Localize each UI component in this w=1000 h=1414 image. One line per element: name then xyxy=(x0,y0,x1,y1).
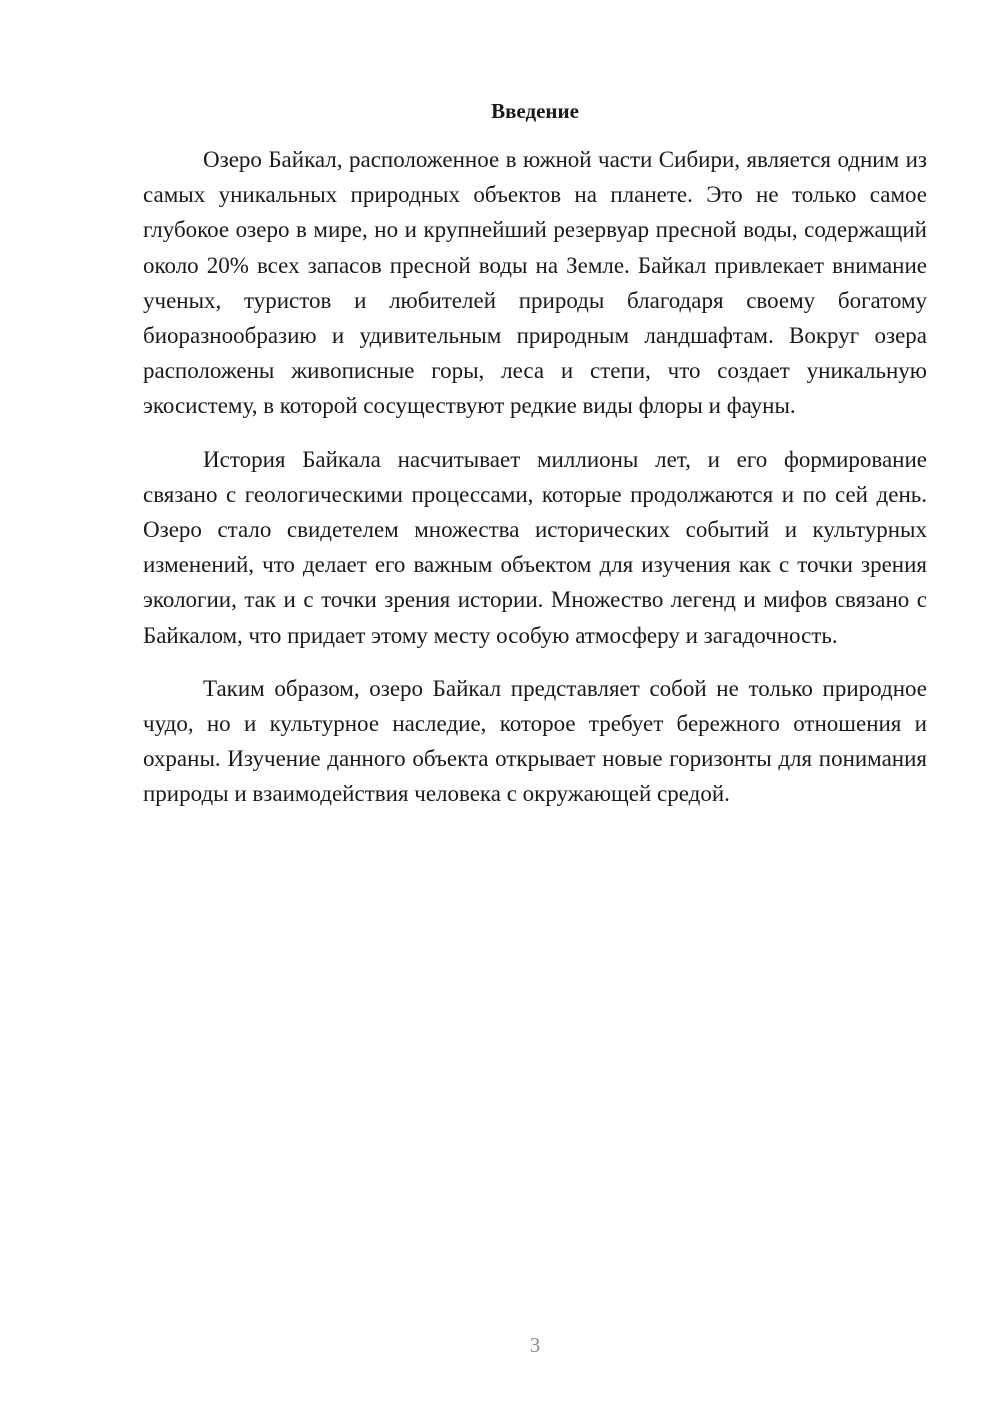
paragraph-1: Озеро Байкал, расположенное в южной части Сибири, является одним из самых уникальных природных объектов на планете. Это не только самое глубокое озеро в мире, но и крупнейший резервуар пресной воды, содержащий около 20% всех запасов пресной воды на Земле. Байкал привлекает внимание ученых, туристов и любителей природы благодаря своему богатому биоразнообразию и удивительным природным ландшафтам. Вокруг озера расположены живописные горы, леса и степи, что создает уникальную экосистему, в которой сосуществуют редкие виды флоры и фауны. xyxy=(143,147,927,419)
document-body xyxy=(143,96,927,812)
paragraph-2: История Байкала насчитывает миллионы лет, и его формирование связано с геологическими процессами, которые продолжаются и по сей день. Озеро стало свидетелем множества исторических событий и культурных изменений, что делает его важным объектом для изучения как с точки зрения экологии, так и с точки зрения истории. Множество легенд и мифов связано с Байкалом, что придает этому месту особую атмосферу и загадочность. xyxy=(143,446,927,648)
page-number: 3 xyxy=(529,1333,541,1357)
section-heading: Введение xyxy=(491,99,579,123)
paragraph-3: Таким образом, озеро Байкал представляет собой не только природное чудо, но и культурное наследие, которое требует бережного отношения и охраны. Изучение данного объекта открывает новые горизонты для понимания природы и взаимодействия человека с окружающей средой. xyxy=(143,675,927,807)
